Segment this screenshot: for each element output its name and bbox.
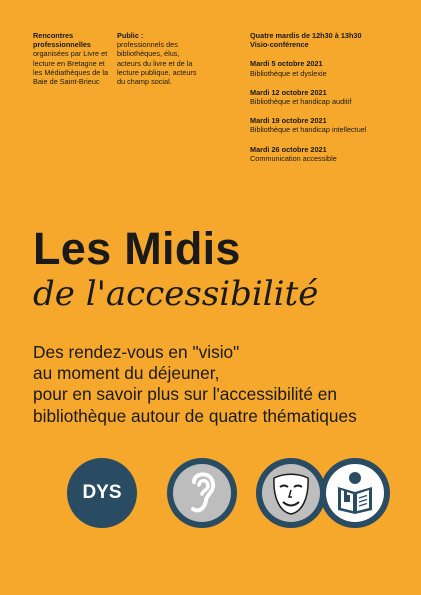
- cognitive-disability-icon: [256, 458, 326, 528]
- description: [33, 342, 403, 427]
- description-line: au moment du déjeuner,: [33, 363, 220, 384]
- dyslexia-icon: [67, 458, 137, 528]
- page-subtitle: de l'accessibilité: [33, 274, 319, 314]
- session-date: Mardi 26 octobre 2021: [250, 144, 327, 154]
- description-line: pour en savoir plus sur l'accessibilité en: [33, 384, 337, 405]
- session-item: [250, 59, 410, 77]
- session-topic: Bibliothèque et handicap intellectuel: [250, 125, 367, 135]
- session-date: Mardi 19 octobre 2021: [250, 116, 327, 126]
- page-title: Les Midis: [33, 223, 241, 274]
- organizers-title: Rencontres professionnelles: [33, 31, 91, 50]
- organizers-text: organisées par Livre et lecture en Bretagne et les Médiathèques de la Baie de Saint-Brieuc: [33, 49, 109, 87]
- session-item: [250, 88, 410, 106]
- accessibility-icons: [0, 458, 421, 530]
- audience-block: [117, 31, 205, 86]
- description-line: bibliothèque autour de quatre thématiques: [33, 405, 357, 426]
- session-topic: Bibliothèque et dyslexie: [250, 68, 327, 78]
- easy-to-read-icon: [320, 458, 390, 528]
- session-topic: Communication accessible: [250, 153, 337, 163]
- schedule-format: Visio-conférence: [250, 40, 309, 50]
- schedule-block: [250, 31, 410, 163]
- session-date: Mardi 12 octobre 2021: [250, 87, 327, 97]
- hearing-icon: [167, 458, 237, 528]
- session-item: [250, 145, 410, 163]
- description-line: Des rendez-vous en "visio": [33, 342, 240, 362]
- audience-text: professionnels des bibliothèques, élus, acteurs du livre et de la lecture publique, acteurs du champ social.: [117, 40, 197, 87]
- session-item: [250, 116, 410, 134]
- session-date: Mardi 5 octobre 2021: [250, 59, 323, 69]
- schedule-heading: Quatre mardis de 12h30 à 13h30: [250, 31, 362, 40]
- organizers-block: [33, 31, 111, 86]
- dyslexia-icon-label: DYS: [82, 482, 122, 503]
- audience-title: Public :: [117, 31, 144, 40]
- session-topic: Bibliothèque et handicap auditif: [250, 97, 352, 107]
